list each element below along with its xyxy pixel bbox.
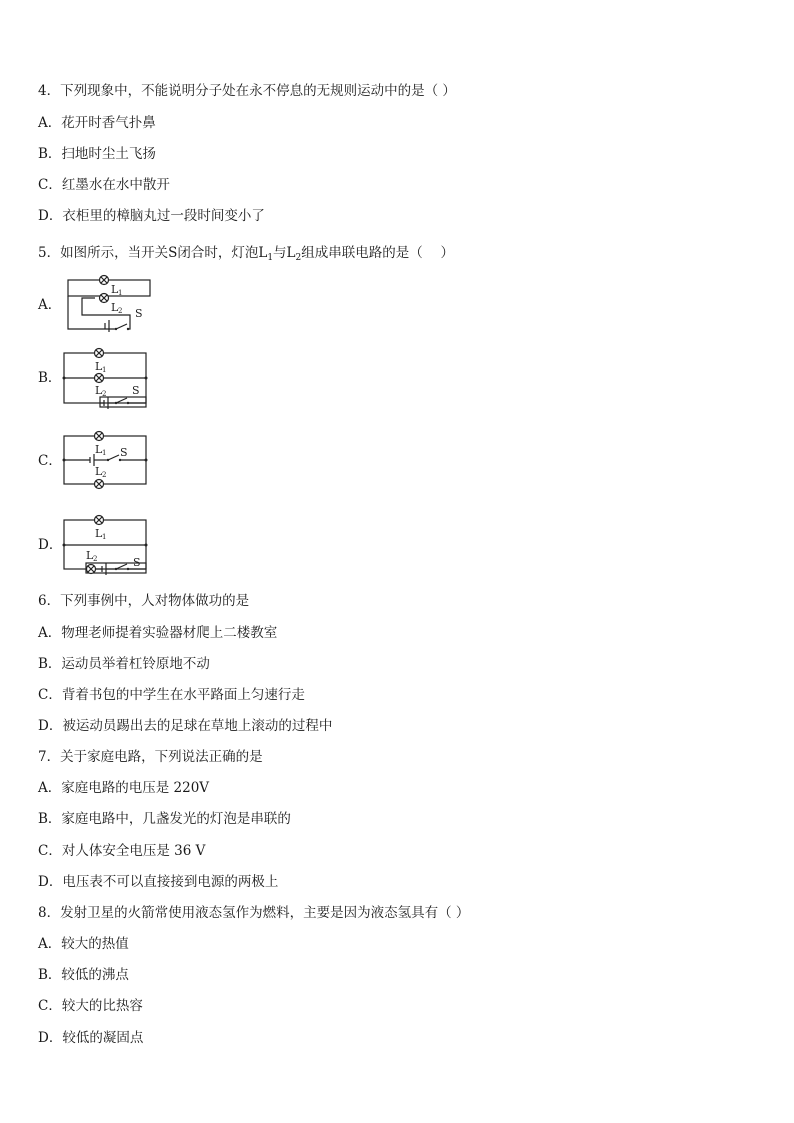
battery-icon (90, 454, 94, 466)
q6-option-b: B．运动员举着杠铃原地不动 (38, 656, 210, 672)
switch-label: S (132, 384, 140, 397)
lamp-l2-label: L (86, 549, 94, 562)
lamp-l1-icon (95, 516, 104, 525)
q5-circuit-b (60, 345, 160, 407)
q6-stem: 6．下列事例中，人对物体做功的是 (38, 593, 250, 609)
lamp-l2-label: L (95, 384, 103, 397)
q7-option-b: B．家庭电路中，几盏发光的灯泡是串联的 (38, 811, 291, 827)
lamp-l1-icon (95, 349, 104, 358)
q7-option-a: A．家庭电路的电压是 220V (38, 780, 210, 796)
svg-text:1: 1 (102, 533, 107, 541)
q5-circuit-c (60, 428, 160, 490)
switch-label: S (133, 556, 141, 569)
q8-option-c: C．较大的比热容 (38, 998, 143, 1014)
q7-option-d: D．电压表不可以直接接到电源的两极上 (38, 874, 279, 890)
q4-option-b: B．扫地时尘土飞扬 (38, 146, 156, 162)
q6-option-c: C．背着书包的中学生在水平路面上匀速行走 (38, 687, 305, 703)
switch-label: S (135, 307, 143, 320)
lamp-l1-label: L (111, 283, 119, 296)
lamp-l2-icon (87, 565, 96, 574)
svg-text:1: 1 (102, 366, 107, 374)
lamp-l1-label: L (95, 527, 103, 540)
svg-text:2: 2 (102, 390, 107, 398)
lamp-l1-label: L (95, 443, 103, 456)
lamp-icon (95, 432, 104, 441)
q8-option-a: A．较大的热值 (38, 936, 129, 952)
q5-stem: 5．如图所示，当开关S闭合时，灯泡$L_1$与$L_2$组成串联电路的是（ ） (38, 245, 455, 263)
q7-option-c: C．对人体安全电压是 36 V (38, 843, 206, 859)
lamp-l1-icon (100, 276, 109, 285)
q4-option-c: C．红墨水在水中散开 (38, 177, 170, 193)
lamp-icon (95, 480, 104, 489)
q4-option-a: A．花开时香气扑鼻 (38, 115, 156, 131)
q5-circuit-a (60, 272, 160, 334)
svg-text:2: 2 (102, 471, 107, 479)
q6-option-a: A．物理老师提着实验器材爬上二楼教室 (38, 625, 278, 641)
q4-option-d: D．衣柜里的樟脑丸过一段时间变小了 (38, 208, 265, 224)
lamp-l2-label: L (95, 465, 103, 478)
lamp-l1-label: L (95, 360, 103, 373)
q5-option-b-label: B． (38, 370, 62, 386)
svg-text:1: 1 (102, 449, 107, 457)
q5-option-d-label: D． (38, 537, 63, 553)
svg-text:1: 1 (118, 289, 123, 297)
q8-option-b: B．较低的沸点 (38, 967, 129, 983)
svg-text:2: 2 (93, 555, 98, 563)
q8-stem: 8．发射卫星的火箭常使用液态氢作为燃料，主要是因为液态氢具有（ ） (38, 905, 470, 921)
battery-icon (105, 320, 109, 332)
q6-option-d: D．被运动员踢出去的足球在草地上滚动的过程中 (38, 718, 333, 734)
lamp-l2-icon (100, 294, 109, 303)
q5-option-c-label: C． (38, 453, 62, 469)
q5-option-a-label: A． (38, 297, 62, 313)
svg-text:2: 2 (118, 307, 123, 315)
switch-label: S (120, 446, 128, 459)
q4-stem: 4．下列现象中，不能说明分子处在永不停息的无规则运动中的是（ ） (38, 83, 456, 99)
q8-option-d: D．较低的凝固点 (38, 1030, 144, 1046)
switch-icon (115, 324, 129, 330)
q5-circuit-d (60, 512, 160, 574)
q7-stem: 7．关于家庭电路，下列说法正确的是 (38, 749, 263, 765)
lamp-l2-label: L (111, 301, 119, 314)
lamp-l2-icon (95, 374, 104, 383)
